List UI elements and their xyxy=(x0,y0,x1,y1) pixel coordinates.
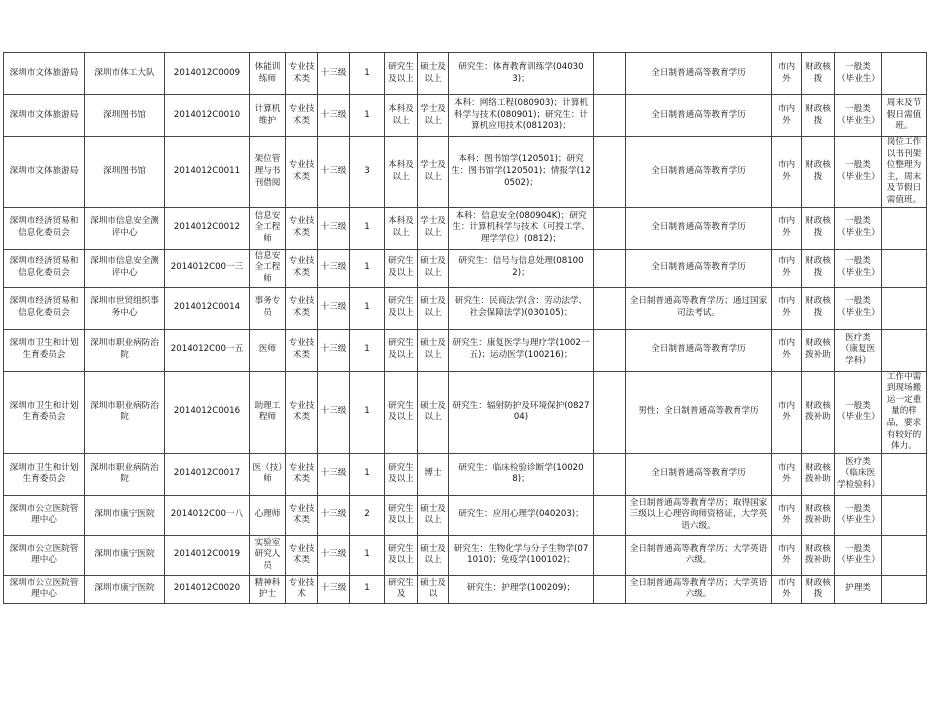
category-cell: 专业技术类 xyxy=(286,495,318,535)
major-cell: 研究生：信号与信息处理(081002)； xyxy=(449,249,594,287)
blank-cell xyxy=(594,137,626,208)
major-cell: 研究生：生物化学与分子生物学(071010)；免疫学(100102)； xyxy=(449,535,594,575)
major-cell: 本科：信息安全(080904K)；研究生：计算机科学与技术（可授工学、理学学位）(0812)； xyxy=(449,207,594,249)
funding-cell: 财政核拨 xyxy=(802,249,835,287)
position-name-cell: 体能训练师 xyxy=(250,53,286,95)
major-cell: 研究生：临床检验诊断学(100208)； xyxy=(449,453,594,495)
degree-cell: 博士 xyxy=(418,453,449,495)
department-cell: 深圳市公立医院管理中心 xyxy=(4,495,85,535)
remarks-cell xyxy=(882,575,927,603)
funding-cell: 财政核拨补助 xyxy=(802,453,835,495)
position-code-cell: 2014012C0010 xyxy=(165,95,250,137)
origin-cell: 市内外 xyxy=(772,371,802,453)
table-row xyxy=(4,575,927,603)
origin-cell: 市内外 xyxy=(772,575,802,603)
major-cell: 本科：网络工程(080903)；计算机科学与技术(080901)；研究生：计算机应用技术(081203)； xyxy=(449,95,594,137)
position-code-cell: 2014012C0009 xyxy=(165,53,250,95)
position-name-cell: 心理师 xyxy=(250,495,286,535)
table-row xyxy=(4,495,927,535)
education-cell: 研究生及 xyxy=(385,575,418,603)
blank-cell xyxy=(594,575,626,603)
position-type-cell: 一般类（毕业生） xyxy=(835,53,882,95)
category-cell: 专业技术类 xyxy=(286,207,318,249)
category-cell: 专业技术类 xyxy=(286,287,318,329)
requirements-cell: 全日制普通高等教育学历 xyxy=(626,453,772,495)
requirements-cell: 全日制普通高等教育学历 xyxy=(626,95,772,137)
headcount-cell: 1 xyxy=(350,95,385,137)
category-cell: 专业技术 xyxy=(286,575,318,603)
unit-cell: 深圳市职业病防治院 xyxy=(85,329,165,371)
headcount-cell: 1 xyxy=(350,287,385,329)
origin-cell: 市内外 xyxy=(772,207,802,249)
major-cell: 研究生：辐射防护及环境保护(082704) xyxy=(449,371,594,453)
department-cell: 深圳市公立医院管理中心 xyxy=(4,535,85,575)
education-cell: 研究生及以上 xyxy=(385,249,418,287)
position-name-cell: 事务专员 xyxy=(250,287,286,329)
requirements-cell: 男性；全日制普通高等教育学历 xyxy=(626,371,772,453)
position-type-cell: 一般类（毕业生） xyxy=(835,137,882,208)
position-type-cell: 一般类（毕业生） xyxy=(835,287,882,329)
position-type-cell: 一般类（毕业生） xyxy=(835,371,882,453)
department-cell: 深圳市文体旅游局 xyxy=(4,95,85,137)
unit-cell: 深圳图书馆 xyxy=(85,137,165,208)
position-code-cell: 2014012C0017 xyxy=(165,453,250,495)
requirements-cell: 全日制普通高等教育学历；通过国家司法考试。 xyxy=(626,287,772,329)
headcount-cell: 1 xyxy=(350,453,385,495)
unit-cell: 深圳市信息安全测评中心 xyxy=(85,249,165,287)
category-cell: 专业技术类 xyxy=(286,249,318,287)
position-code-cell: 2014012C0012 xyxy=(165,207,250,249)
blank-cell xyxy=(594,207,626,249)
table-row xyxy=(4,453,927,495)
major-cell: 研究生：民商法学(含：劳动法学、社会保障法学)(030105)； xyxy=(449,287,594,329)
origin-cell: 市内外 xyxy=(772,495,802,535)
grade-cell: 十三级 xyxy=(318,287,350,329)
degree-cell: 硕士及以上 xyxy=(418,53,449,95)
requirements-cell: 全日制普通高等教育学历；取得国家三级以上心理咨询师资格证，大学英语六级。 xyxy=(626,495,772,535)
department-cell: 深圳市卫生和计划生育委员会 xyxy=(4,371,85,453)
remarks-cell xyxy=(882,329,927,371)
major-cell: 研究生：康复医学与理疗学(1002一五)；运动医学(100216)； xyxy=(449,329,594,371)
education-cell: 研究生及以上 xyxy=(385,453,418,495)
blank-cell xyxy=(594,329,626,371)
requirements-cell: 全日制普通高等教育学历；大学英语六级。 xyxy=(626,535,772,575)
position-code-cell: 2014012C00一五 xyxy=(165,329,250,371)
funding-cell: 财政核拨 xyxy=(802,53,835,95)
position-code-cell: 2014012C0014 xyxy=(165,287,250,329)
position-name-cell: 信息安全工程师 xyxy=(250,207,286,249)
degree-cell: 硕士及以上 xyxy=(418,287,449,329)
table-row xyxy=(4,371,927,453)
grade-cell: 十三级 xyxy=(318,207,350,249)
blank-cell xyxy=(594,495,626,535)
unit-cell: 深圳市职业病防治院 xyxy=(85,453,165,495)
headcount-cell: 1 xyxy=(350,371,385,453)
origin-cell: 市内外 xyxy=(772,137,802,208)
position-name-cell: 实验室研究人员 xyxy=(250,535,286,575)
department-cell: 深圳市文体旅游局 xyxy=(4,137,85,208)
position-type-cell: 一般类（毕业生） xyxy=(835,95,882,137)
headcount-cell: 1 xyxy=(350,207,385,249)
funding-cell: 财政核拨补助 xyxy=(802,371,835,453)
position-code-cell: 2014012C00一三 xyxy=(165,249,250,287)
degree-cell: 硕士及以上 xyxy=(418,371,449,453)
grade-cell: 十三级 xyxy=(318,495,350,535)
table-row xyxy=(4,249,927,287)
education-cell: 本科及以上 xyxy=(385,95,418,137)
table-row xyxy=(4,137,927,208)
remarks-cell xyxy=(882,249,927,287)
position-type-cell: 一般类（毕业生） xyxy=(835,249,882,287)
headcount-cell: 1 xyxy=(350,575,385,603)
remarks-cell xyxy=(882,535,927,575)
education-cell: 研究生及以上 xyxy=(385,53,418,95)
table-row xyxy=(4,207,927,249)
department-cell: 深圳市公立医院管理中心 xyxy=(4,575,85,603)
requirements-cell: 全日制普通高等教育学历；大学英语六级。 xyxy=(626,575,772,603)
blank-cell xyxy=(594,53,626,95)
grade-cell: 十三级 xyxy=(318,329,350,371)
major-cell: 研究生：应用心理学(040203)； xyxy=(449,495,594,535)
education-cell: 研究生及以上 xyxy=(385,535,418,575)
grade-cell: 十三级 xyxy=(318,53,350,95)
origin-cell: 市内外 xyxy=(772,329,802,371)
department-cell: 深圳市卫生和计划生育委员会 xyxy=(4,453,85,495)
degree-cell: 硕士及以上 xyxy=(418,249,449,287)
table-row xyxy=(4,95,927,137)
blank-cell xyxy=(594,287,626,329)
position-type-cell: 护理类 xyxy=(835,575,882,603)
education-cell: 研究生及以上 xyxy=(385,329,418,371)
remarks-cell xyxy=(882,453,927,495)
origin-cell: 市内外 xyxy=(772,535,802,575)
grade-cell: 十三级 xyxy=(318,95,350,137)
category-cell: 专业技术类 xyxy=(286,371,318,453)
origin-cell: 市内外 xyxy=(772,287,802,329)
grade-cell: 十三级 xyxy=(318,575,350,603)
position-type-cell: 一般类（毕业生） xyxy=(835,207,882,249)
funding-cell: 财政核拨 xyxy=(802,207,835,249)
education-cell: 本科及以上 xyxy=(385,137,418,208)
table-body xyxy=(4,53,927,604)
position-name-cell: 精神科护士 xyxy=(250,575,286,603)
category-cell: 专业技术类 xyxy=(286,329,318,371)
funding-cell: 财政核拨 xyxy=(802,575,835,603)
position-type-cell: 一般类（毕业生） xyxy=(835,495,882,535)
funding-cell: 财政核拨补助 xyxy=(802,329,835,371)
category-cell: 专业技术类 xyxy=(286,95,318,137)
requirements-cell: 全日制普通高等教育学历 xyxy=(626,207,772,249)
position-code-cell: 2014012C00一八 xyxy=(165,495,250,535)
remarks-cell xyxy=(882,287,927,329)
grade-cell: 十三级 xyxy=(318,453,350,495)
origin-cell: 市内外 xyxy=(772,53,802,95)
blank-cell xyxy=(594,535,626,575)
funding-cell: 财政核拨补助 xyxy=(802,535,835,575)
category-cell: 专业技术类 xyxy=(286,535,318,575)
remarks-cell xyxy=(882,207,927,249)
origin-cell: 市内外 xyxy=(772,453,802,495)
department-cell: 深圳市经济贸易和信息化委员会 xyxy=(4,249,85,287)
grade-cell: 十三级 xyxy=(318,249,350,287)
remarks-cell: 岗位工作以书刊架位整理为主，周末及节假日需值班。 xyxy=(882,137,927,208)
department-cell: 深圳市文体旅游局 xyxy=(4,53,85,95)
grade-cell: 十三级 xyxy=(318,137,350,208)
headcount-cell: 3 xyxy=(350,137,385,208)
unit-cell: 深圳市世贸组织事务中心 xyxy=(85,287,165,329)
table-row xyxy=(4,53,927,95)
position-name-cell: 架位管理与书刊借阅 xyxy=(250,137,286,208)
requirements-cell: 全日制普通高等教育学历 xyxy=(626,53,772,95)
remarks-cell: 周末及节假日需值班。 xyxy=(882,95,927,137)
position-code-cell: 2014012C0019 xyxy=(165,535,250,575)
requirements-cell: 全日制普通高等教育学历 xyxy=(626,329,772,371)
grade-cell: 十三级 xyxy=(318,535,350,575)
unit-cell: 深圳市康宁医院 xyxy=(85,495,165,535)
unit-cell: 深圳市体工大队 xyxy=(85,53,165,95)
position-code-cell: 2014012C0016 xyxy=(165,371,250,453)
category-cell: 专业技术类 xyxy=(286,53,318,95)
funding-cell: 财政核拨 xyxy=(802,95,835,137)
position-type-cell: 医疗类（康复医学科） xyxy=(835,329,882,371)
position-name-cell: 医（技）师 xyxy=(250,453,286,495)
headcount-cell: 1 xyxy=(350,249,385,287)
department-cell: 深圳市卫生和计划生育委员会 xyxy=(4,329,85,371)
requirements-cell: 全日制普通高等教育学历 xyxy=(626,249,772,287)
unit-cell: 深圳市信息安全测评中心 xyxy=(85,207,165,249)
blank-cell xyxy=(594,453,626,495)
funding-cell: 财政核拨补助 xyxy=(802,495,835,535)
position-name-cell: 助理工程师 xyxy=(250,371,286,453)
position-name-cell: 信息安全工程师 xyxy=(250,249,286,287)
position-type-cell: 医疗类（临床医学检验科） xyxy=(835,453,882,495)
degree-cell: 学士及以上 xyxy=(418,137,449,208)
funding-cell: 财政核拨 xyxy=(802,287,835,329)
department-cell: 深圳市经济贸易和信息化委员会 xyxy=(4,207,85,249)
major-cell: 研究生：体育教育训练学(040303)； xyxy=(449,53,594,95)
table-row xyxy=(4,287,927,329)
funding-cell: 财政核拨 xyxy=(802,137,835,208)
blank-cell xyxy=(594,249,626,287)
unit-cell: 深圳市康宁医院 xyxy=(85,575,165,603)
headcount-cell: 1 xyxy=(350,329,385,371)
category-cell: 专业技术类 xyxy=(286,137,318,208)
degree-cell: 学士及以上 xyxy=(418,207,449,249)
category-cell: 专业技术类 xyxy=(286,453,318,495)
blank-cell xyxy=(594,95,626,137)
degree-cell: 硕士及以 xyxy=(418,575,449,603)
remarks-cell xyxy=(882,495,927,535)
unit-cell: 深圳图书馆 xyxy=(85,95,165,137)
position-code-cell: 2014012C0020 xyxy=(165,575,250,603)
major-cell: 研究生：护理学(100209)； xyxy=(449,575,594,603)
grade-cell: 十三级 xyxy=(318,371,350,453)
table-row xyxy=(4,329,927,371)
education-cell: 研究生及以上 xyxy=(385,287,418,329)
headcount-cell: 2 xyxy=(350,495,385,535)
position-code-cell: 2014012C0011 xyxy=(165,137,250,208)
origin-cell: 市内外 xyxy=(772,95,802,137)
unit-cell: 深圳市职业病防治院 xyxy=(85,371,165,453)
education-cell: 研究生及以上 xyxy=(385,495,418,535)
position-type-cell: 一般类（毕业生） xyxy=(835,535,882,575)
requirements-cell: 全日制普通高等教育学历 xyxy=(626,137,772,208)
table-row xyxy=(4,535,927,575)
headcount-cell: 1 xyxy=(350,53,385,95)
blank-cell xyxy=(594,371,626,453)
degree-cell: 硕士及以上 xyxy=(418,495,449,535)
position-name-cell: 计算机维护 xyxy=(250,95,286,137)
degree-cell: 学士及以上 xyxy=(418,95,449,137)
education-cell: 研究生及以上 xyxy=(385,371,418,453)
major-cell: 本科：图书馆学(120501)；研究生：图书馆学(120501)；情报学(120502)； xyxy=(449,137,594,208)
education-cell: 本科及以上 xyxy=(385,207,418,249)
position-name-cell: 医师 xyxy=(250,329,286,371)
degree-cell: 硕士及以上 xyxy=(418,535,449,575)
remarks-cell: 工作中需到现场搬运一定重量的样品，要求有较好的体力。 xyxy=(882,371,927,453)
degree-cell: 硕士及以上 xyxy=(418,329,449,371)
origin-cell: 市内外 xyxy=(772,249,802,287)
remarks-cell xyxy=(882,53,927,95)
recruitment-table xyxy=(3,52,927,604)
department-cell: 深圳市经济贸易和信息化委员会 xyxy=(4,287,85,329)
headcount-cell: 1 xyxy=(350,535,385,575)
unit-cell: 深圳市康宁医院 xyxy=(85,535,165,575)
